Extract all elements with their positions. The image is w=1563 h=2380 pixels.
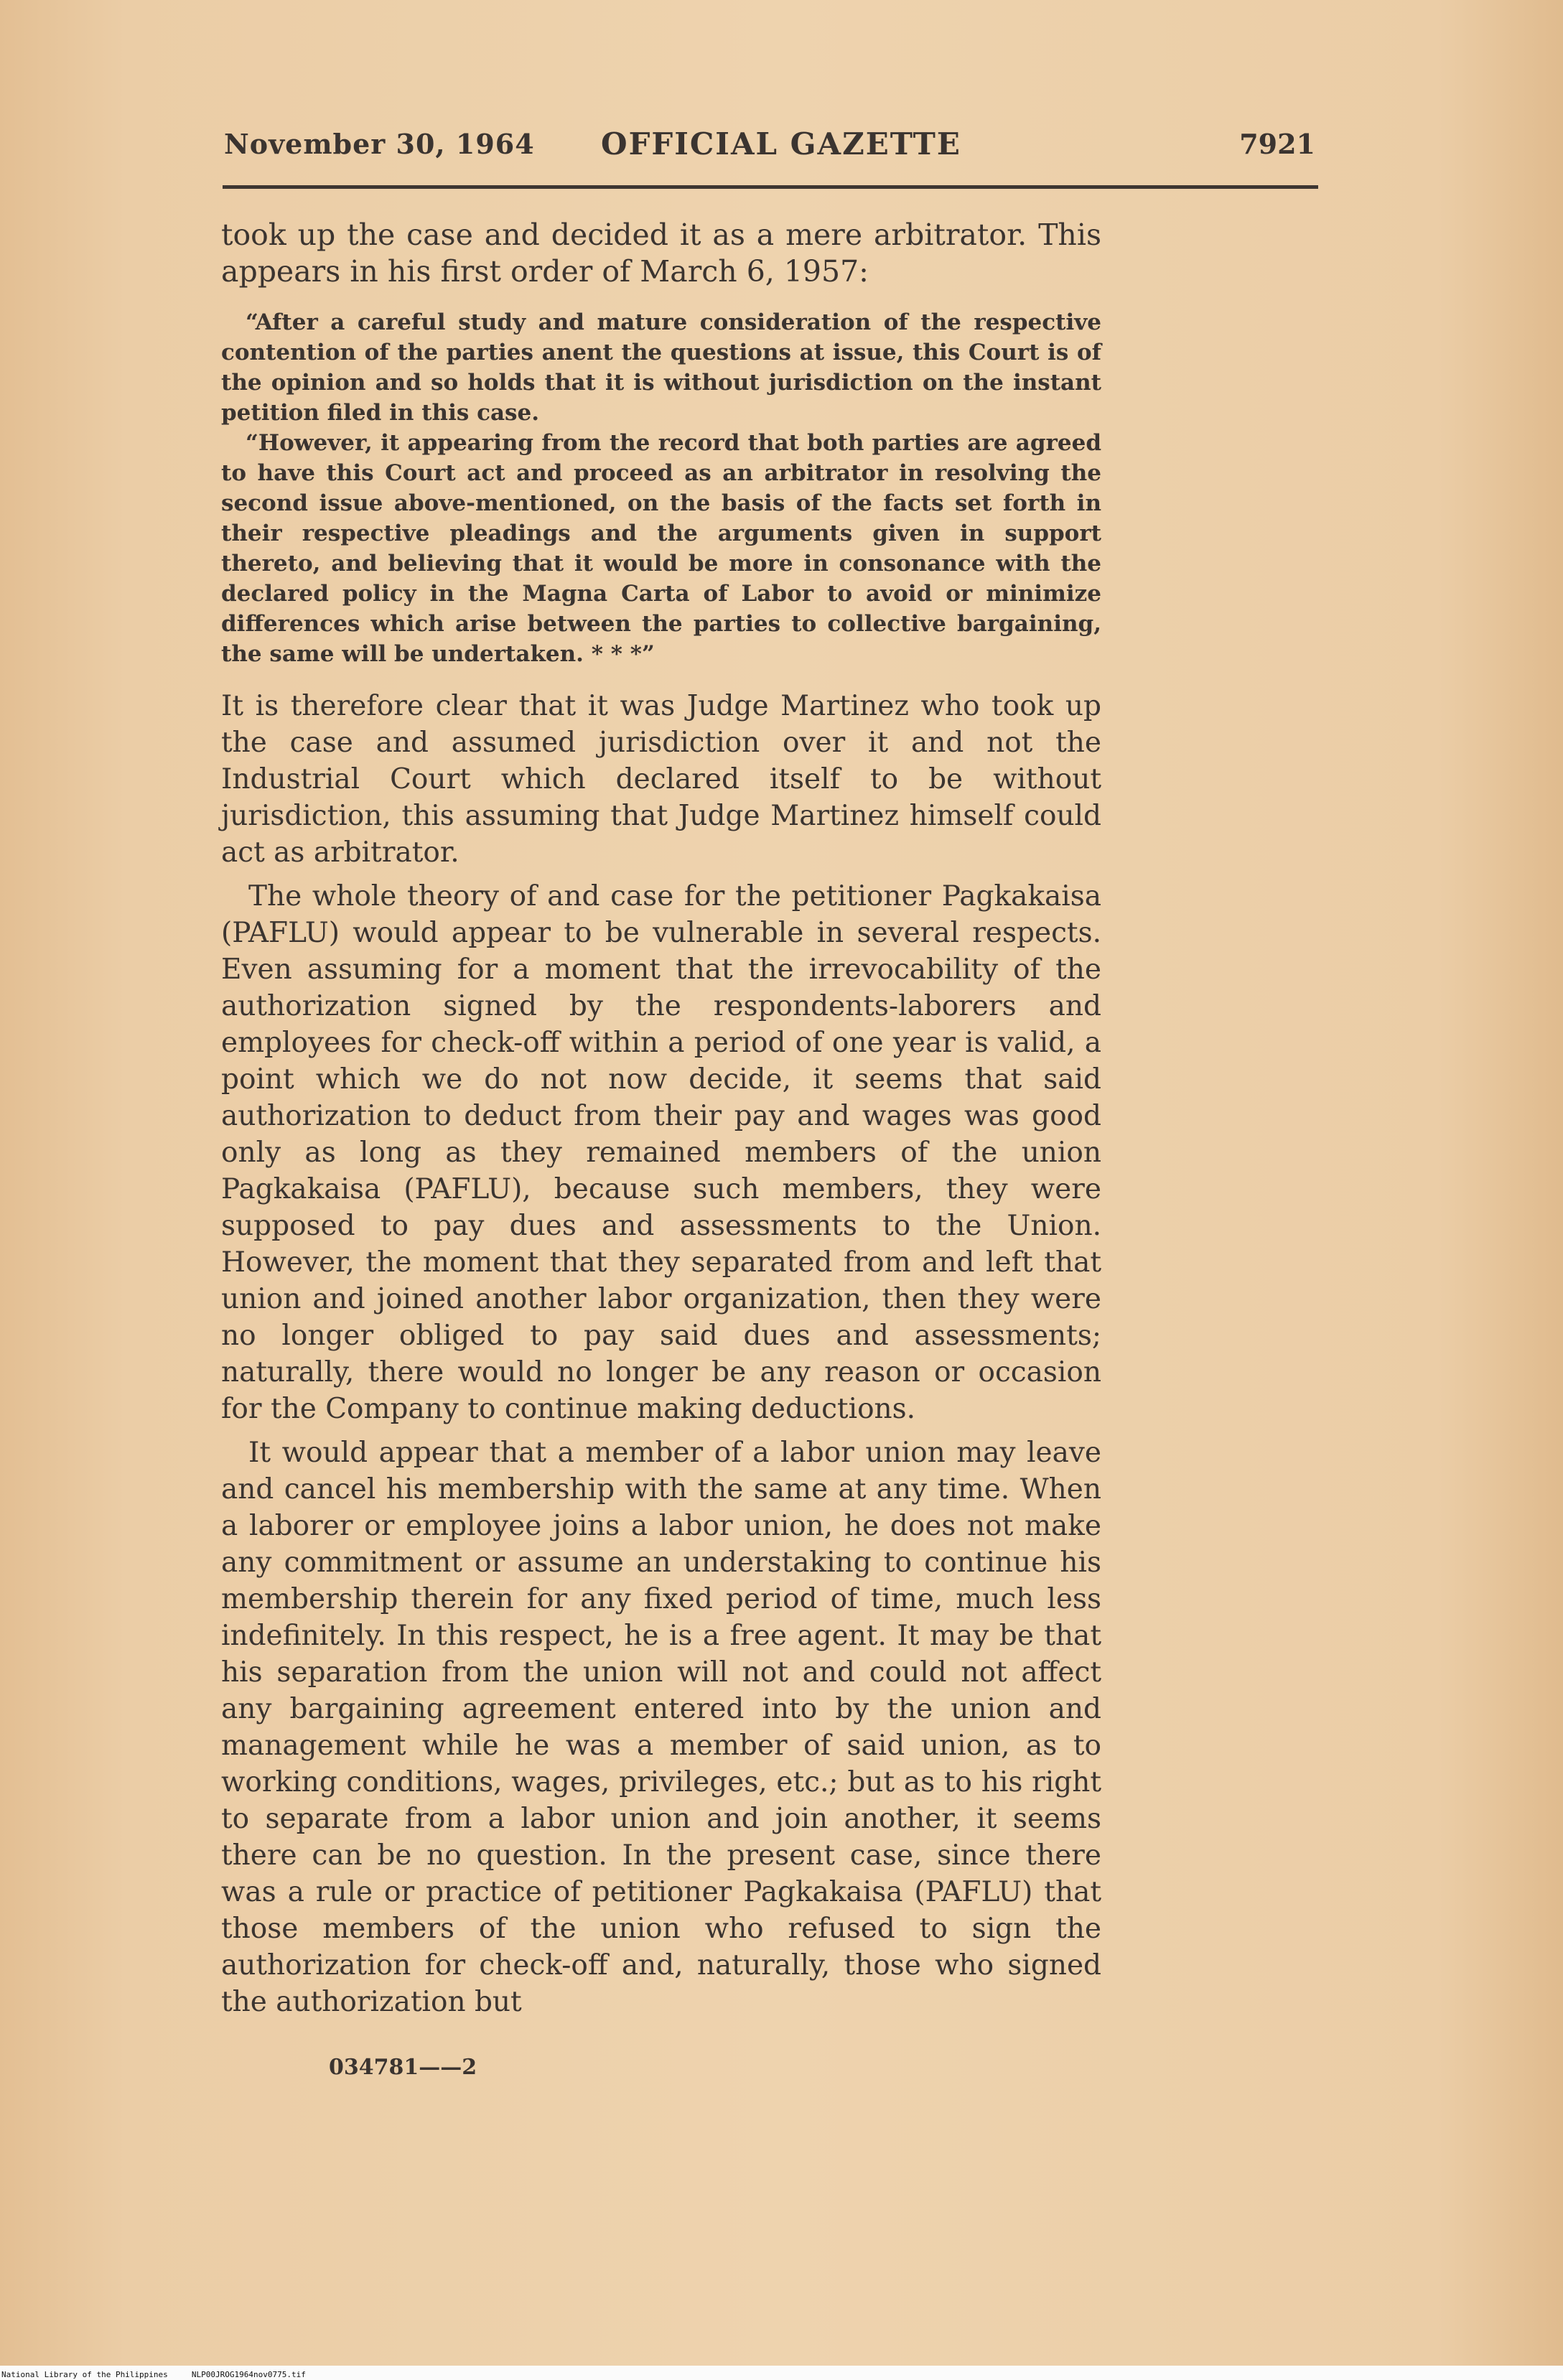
quote-paragraph: “However, it appearing from the record that both parties are agreed to have this Court act and proceed as an arbitrator in resolving the second issue above-mentioned, on the basis of the facts set forth in their respective pleadings and the arguments given in support thereto, and believing that it would be more in consonance with the declared policy in the Magna Carta of Labor to avoid or minimize differences which arise between the parties to collective bargaining, the same will be undertaken. * * *” (221, 430, 1101, 667)
scan-label: National Library of the Philippines NLP00JROG1964nov0775.tif (1, 2370, 306, 2379)
page-number: 7921 (1239, 128, 1315, 160)
body-paragraph: It would appear that a member of a labor union may leave and cancel his membership with the same at any time. When a laborer or employee joins a labor union, he does not make any commitment or assume an understaking to continue his membership therein for any fixed period of time, much less indefinitely. In this respect, he is a free agent. It may be that his separation from the union will not and could not affect any bargaining agreement entered into by the union and management while he was a member of said union, as to working conditions, wages, privileges, etc.; but as to his right to separate from a labor union and join another, it seems there can be no question. In the present case, since there was a rule or practice of petitioner Pagkakaisa (PAFLU) that those members of the union who refused to sign the authorization for check-off and, naturally, those who signed the authorization but (221, 1437, 1101, 2018)
body-text (221, 217, 1101, 2020)
header-rule (223, 185, 1318, 189)
quote-paragraph: “After a careful study and mature consideration of the respective contention of the parties anent the questions at issue, this Court is of the opinion and so holds that it is without jurisdiction on the instant petition filed in this case. (221, 309, 1101, 426)
page-header (224, 128, 1315, 171)
body-paragraph: The whole theory of and case for the petitioner Pagkakaisa (PAFLU) would appear to be vulnerable in several respects. Even assuming for a moment that the irrevocability of the authorization signed by the respondents-laborers and employees for check-off within a period of one year is valid, a point which we do not now decide, it seems that said authorization to deduct from their pay and wages was good only as long as they remained members of the union Pagkakaisa (PAFLU), because such members, they were supposed to pay dues and assessments to the Union. However, the moment that they separated from and left that union and joined another labor organization, then they were no longer obliged to pay said dues and assessments; naturally, there would no longer be any reason or occasion for the Company to continue making deductions. (221, 880, 1101, 1425)
header-title: OFFICIAL GAZETTE (601, 126, 961, 162)
header-date: November 30, 1964 (224, 128, 535, 160)
body-paragraph: It is therefore clear that it was Judge Martinez who took up the case and assumed jurisdiction over it and not the Industrial Court which declared itself to be without jurisdiction, this assuming that Judge Martinez himself could act as arbitrator. (221, 690, 1101, 869)
scan-info-bar (0, 2366, 1563, 2380)
footer-code: 034781——2 (329, 2055, 477, 2080)
lead-paragraph: took up the case and decided it as a mere arbitrator. This appears in his first order of March 6, 1957: (221, 218, 1101, 289)
order-quote (221, 307, 1101, 669)
